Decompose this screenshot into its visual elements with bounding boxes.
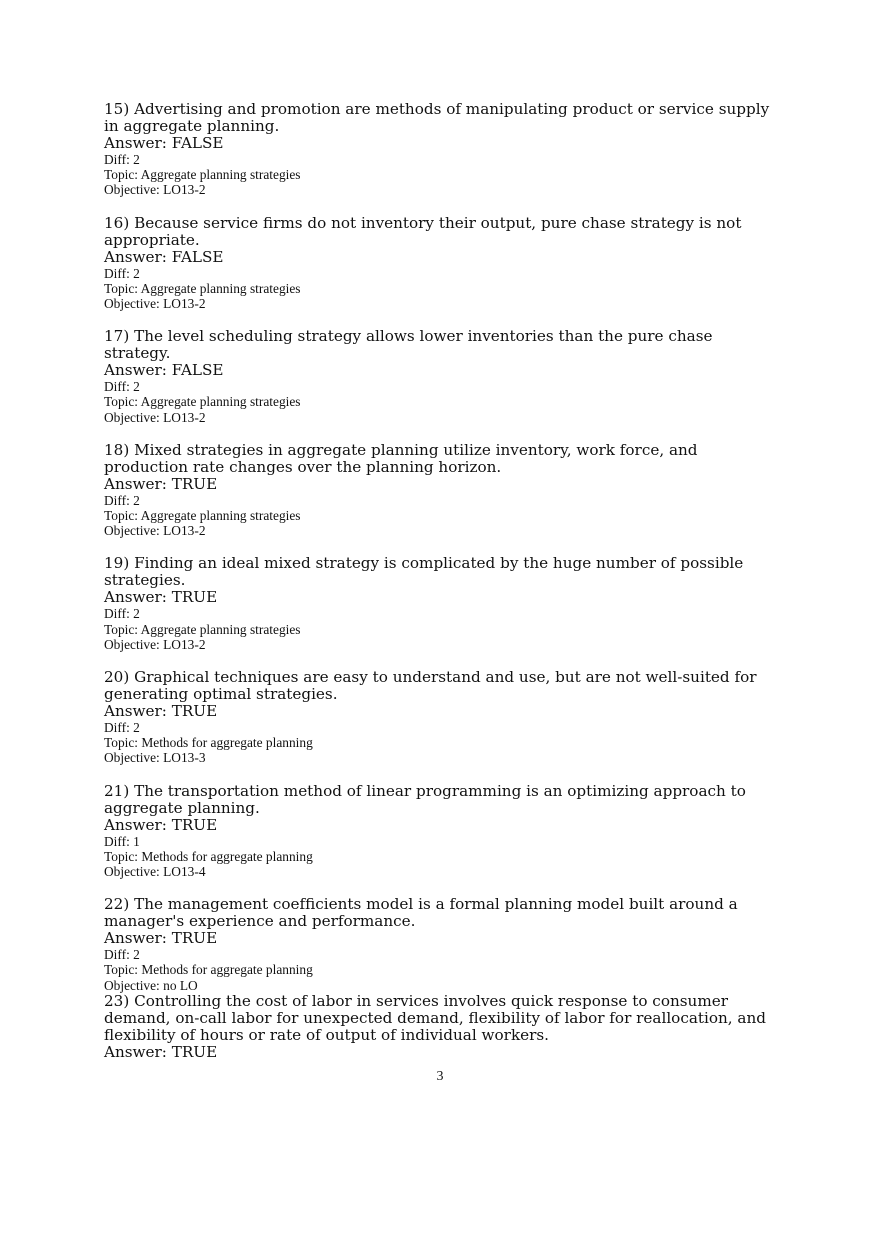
question-text: 19) Finding an ideal mixed strategy is complicated by the huge number of possible strategies.: [104, 554, 744, 590]
topic-text: Topic: Aggregate planning strategies: [104, 394, 301, 410]
question-text: 21) The transportation method of linear programming is an optimizing approach to aggregate planning.: [104, 781, 746, 817]
difficulty-text: Diff: 1: [104, 833, 140, 849]
question-text: 18) Mixed strategies in aggregate planning utilize inventory, work force, and production rate changes over the planning horizon.: [104, 440, 698, 476]
objective-text: Objective: LO13-2: [104, 636, 206, 652]
difficulty-text: Diff: 2: [104, 606, 140, 622]
objective-text: Objective: LO13-3: [104, 750, 206, 766]
question-item-23: [104, 993, 774, 1061]
question-text: 23) Controlling the cost of labor in services involves quick response to consumer demand, on-call labor for unexpected demand, flexibility of labor for reallocation, and flexibility of hours or rate of output of individual workers.: [104, 991, 766, 1044]
answer-text: Answer: FALSE: [104, 361, 224, 380]
topic-text: Topic: Aggregate planning strategies: [104, 167, 301, 183]
answer-text: Answer: FALSE: [104, 134, 224, 152]
question-text: 20) Graphical techniques are easy to understand and use, but are not well-suited for generating optimal strategies.: [104, 668, 757, 704]
question-item-21: [104, 783, 774, 880]
topic-text: Topic: Methods for aggregate planning: [104, 735, 313, 751]
answer-text: Answer: TRUE: [104, 929, 218, 948]
topic-text: Topic: Methods for aggregate planning: [104, 848, 313, 864]
objective-text: Objective: LO13-2: [104, 523, 206, 539]
question-item-19: [104, 555, 774, 652]
topic-text: Topic: Aggregate planning strategies: [104, 280, 301, 296]
difficulty-text: Diff: 2: [104, 379, 140, 395]
answer-text: Answer: TRUE: [104, 588, 218, 607]
question-text: 17) The level scheduling strategy allows lower inventories than the pure chase strategy.: [104, 327, 713, 363]
answer-text: Answer: TRUE: [104, 815, 218, 834]
question-list: [104, 101, 774, 1078]
difficulty-text: Diff: 2: [104, 492, 140, 508]
objective-text: Objective: LO13-4: [104, 864, 206, 880]
objective-text: Objective: LO13-2: [104, 182, 206, 198]
difficulty-text: Diff: 2: [104, 947, 140, 963]
objective-text: Objective: LO13-2: [104, 409, 206, 425]
difficulty-text: Diff: 2: [104, 265, 140, 281]
answer-text: Answer: TRUE: [104, 474, 218, 493]
question-text: 22) The management coefﬁcients model is a formal planning model built around a manager's experience and performance.: [104, 895, 738, 931]
question-item-16: [104, 215, 774, 312]
difficulty-text: Diff: 2: [104, 720, 140, 736]
topic-text: Topic: Aggregate planning strategies: [104, 508, 301, 524]
question-item-22: [104, 896, 774, 993]
objective-text: Objective: LO13-2: [104, 296, 206, 312]
answer-text: Answer: TRUE: [104, 702, 218, 721]
question-item-18: [104, 442, 774, 539]
answer-text: Answer: FALSE: [104, 247, 224, 266]
answer-text: Answer: TRUE: [104, 1042, 218, 1061]
difficulty-text: Diff: 2: [104, 152, 140, 167]
page-number: 3: [436, 1069, 444, 1084]
question-item-20: [104, 669, 774, 766]
question-item-15: [104, 101, 774, 198]
objective-text: Objective: no LO: [104, 977, 198, 993]
question-text: 15) Advertising and promotion are methods of manipulating product or service supply in aggregate planning.: [104, 100, 770, 135]
question-item-17: [104, 328, 774, 425]
question-text: 16) Because service firms do not inventory their output, pure chase strategy is not appropriate.: [104, 213, 742, 249]
topic-text: Topic: Aggregate planning strategies: [104, 621, 301, 637]
topic-text: Topic: Methods for aggregate planning: [104, 962, 313, 978]
